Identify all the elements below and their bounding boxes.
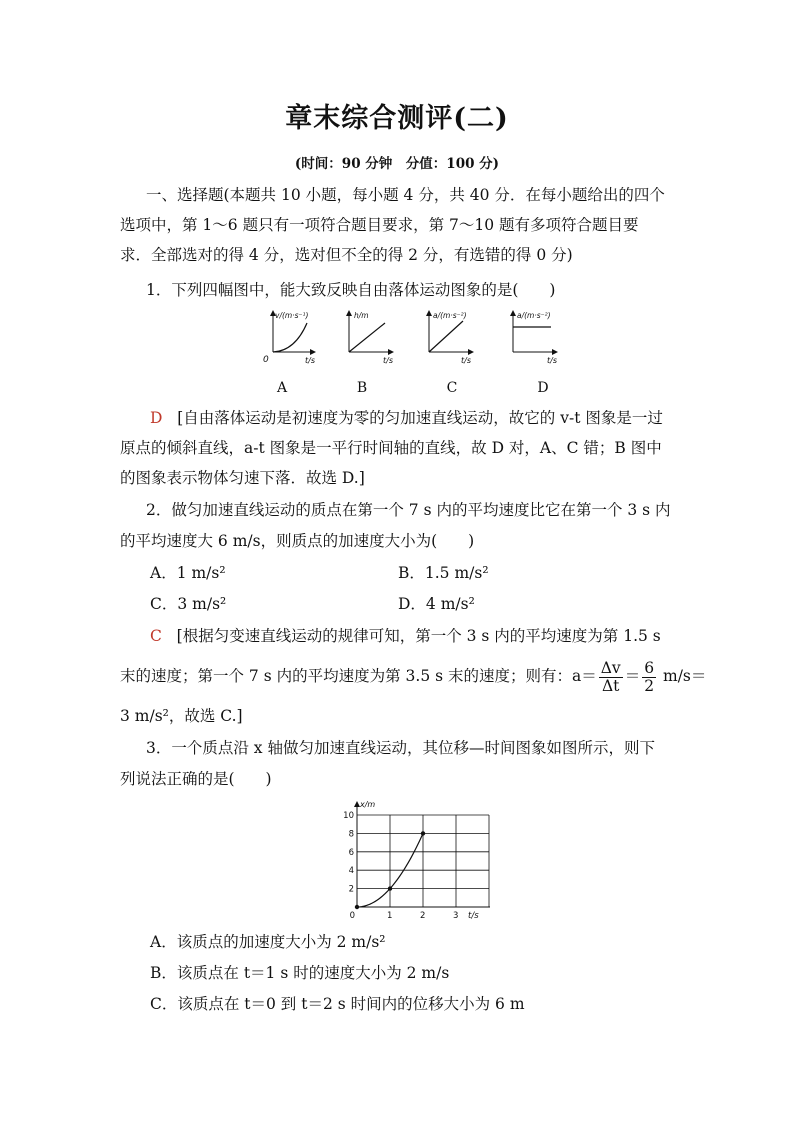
graph-d xyxy=(513,311,557,365)
x-tick-label: 2 xyxy=(420,911,426,921)
explanation-text: 末的速度；第一个 7 s 内的平均速度为第 3.5 s 末的速度；则有：a＝ xyxy=(120,667,597,685)
graph-a xyxy=(263,311,315,365)
question-3-option-a: A．该质点的加速度大小为 2 m/s² xyxy=(150,933,386,951)
question-1-stem: 1．下列四幅图中，能大致反映自由落体运动图象的是( ) xyxy=(146,281,556,299)
question-3-chart xyxy=(330,797,490,925)
y-tick-label: 6 xyxy=(348,847,354,858)
question-1-explanation-3: 的图象表示物体匀速下落．故选 D.] xyxy=(120,469,365,487)
question-3-option-c: C．该质点在 t＝0 到 t＝2 s 时间内的位移大小为 6 m xyxy=(150,995,525,1013)
question-2-option-d: D．4 m/s² xyxy=(398,595,475,613)
fraction-denominator: Δt xyxy=(601,676,620,695)
fraction-6-2 xyxy=(642,660,656,695)
section-intro-line-2: 选项中，第 1～6 题只有一项符合题目要求，第 7～10 题有多项符合题目要 xyxy=(120,216,639,234)
question-1-explanation-2: 原点的倾斜直线，a-t 图象是一平行时间轴的直线，故 D 对，A、C 错；B 图中 xyxy=(120,439,662,457)
section-intro-line-1: 一、选择题(本题共 10 小题，每小题 4 分，共 40 分．在每小题给出的四个 xyxy=(146,186,665,204)
graph-c xyxy=(429,311,473,365)
question-3-stem-2: 列说法正确的是( ) xyxy=(120,770,272,788)
graph-c-ylabel: a/(m·s⁻²) xyxy=(433,311,467,320)
y-tick-label: 2 xyxy=(348,884,354,895)
graph-d-ylabel: a/(m·s⁻²) xyxy=(517,311,551,320)
question-2-option-b: B．1.5 m/s² xyxy=(398,564,489,582)
graph-b xyxy=(349,311,393,365)
question-2-explanation-1: [根据匀变速直线运动的规律可知，第一个 3 s 内的平均速度为第 1.5 s xyxy=(176,627,661,645)
question-2-explanation-3: 3 m/s²，故选 C.] xyxy=(120,707,243,725)
section-intro-line-3: 求．全部选对的得 4 分，选对但不全的得 2 分，有选错的得 0 分) xyxy=(120,246,573,264)
graph-a-ylabel: v/(m·s⁻¹) xyxy=(275,311,309,320)
fraction-numerator: 6 xyxy=(644,658,655,677)
question-1-answer: D xyxy=(150,409,163,427)
graph-a-xlabel: t/s xyxy=(305,356,315,365)
fraction-numerator: Δv xyxy=(600,658,621,677)
question-2-stem-1: 2．做匀加速直线运动的质点在第一个 7 s 内的平均速度比它在第一个 3 s 内 xyxy=(146,501,671,519)
explanation-unit: m/s＝ xyxy=(658,667,707,685)
question-2-option-a: A．1 m/s² xyxy=(150,564,226,582)
y-tick-label: 8 xyxy=(348,829,354,840)
graph-b-line xyxy=(349,323,385,352)
data-point xyxy=(388,886,392,890)
x-tick-label: 1 xyxy=(387,911,393,921)
graph-a-letter: A xyxy=(276,380,288,396)
x-tick-label: 3 xyxy=(453,911,459,921)
y-tick-label: 10 xyxy=(343,811,354,821)
fraction-dv-dt xyxy=(599,660,623,695)
question-2-answer: C xyxy=(150,627,162,645)
question-3-stem-1: 3．一个质点沿 x 轴做匀加速直线运动，其位移—时间图象如图所示，则下 xyxy=(146,739,655,757)
data-point xyxy=(421,831,425,835)
question-2-stem-2: 的平均速度大 6 m/s，则质点的加速度大小为( ) xyxy=(120,532,475,550)
graph-d-letter: D xyxy=(537,380,549,396)
x-axis-label: t/s xyxy=(468,911,479,921)
graph-a-curve xyxy=(273,323,307,352)
y-axis-label: x/m xyxy=(360,800,376,809)
exam-info: (时间：90 分钟 分值：100 分) xyxy=(294,156,500,172)
question-1-explanation-1: [自由落体运动是初速度为零的匀加速直线运动，故它的 v-t 图象是一过 xyxy=(177,409,663,427)
x-tick-label: 0 xyxy=(349,911,355,921)
question-1-answer-line-1 xyxy=(150,408,663,428)
graph-c-letter: C xyxy=(446,380,458,396)
question-3-option-b: B．该质点在 t＝1 s 时的速度大小为 2 m/s xyxy=(150,964,450,982)
question-2-explanation-2 xyxy=(120,656,706,696)
graph-c-line xyxy=(429,321,463,352)
graph-b-xlabel: t/s xyxy=(383,356,393,365)
equals-sign: ＝ xyxy=(624,667,641,685)
graph-d-xlabel: t/s xyxy=(547,356,557,365)
graph-b-letter: B xyxy=(356,380,368,396)
question-2-option-c: C．3 m/s² xyxy=(150,595,227,613)
y-tick-label: 4 xyxy=(348,866,354,877)
question-1-graphs xyxy=(255,305,575,375)
fraction-denominator: 2 xyxy=(644,676,655,695)
page-title: 章末综合测评(二) xyxy=(285,103,509,134)
data-point xyxy=(355,905,359,909)
graph-b-ylabel: h/m xyxy=(354,311,369,320)
graph-c-xlabel: t/s xyxy=(461,356,471,365)
graph-a-origin: 0 xyxy=(263,355,269,365)
question-2-answer-line-1 xyxy=(150,626,661,646)
